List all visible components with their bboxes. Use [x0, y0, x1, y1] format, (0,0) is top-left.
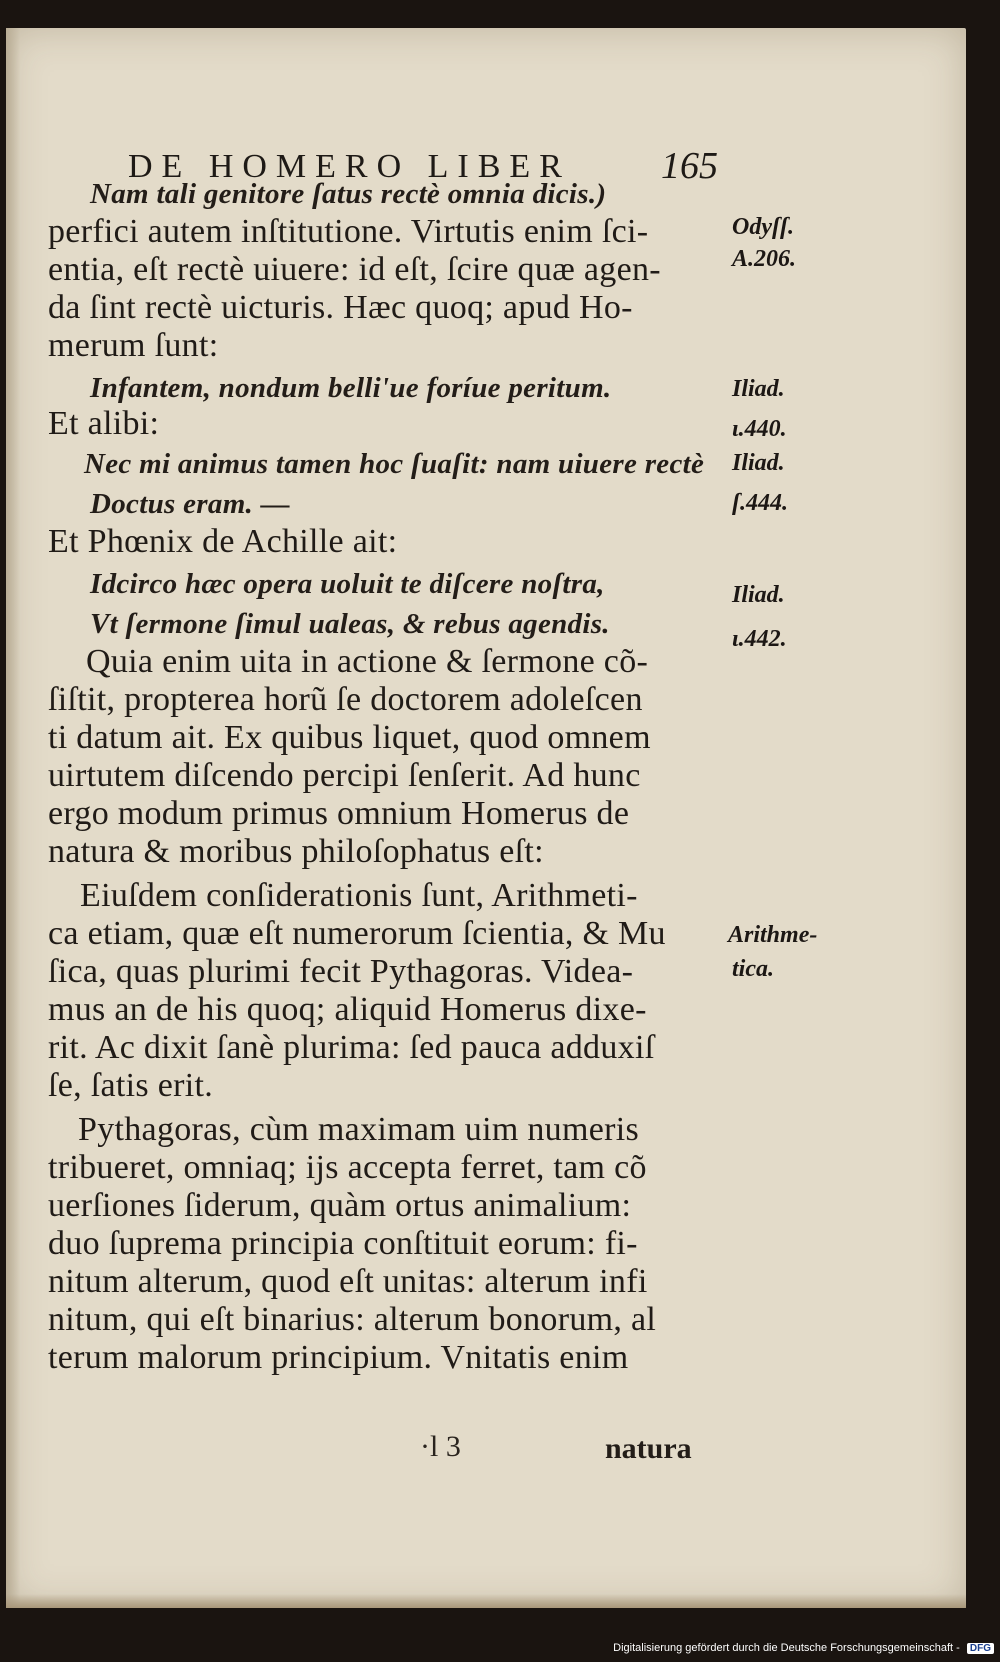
margin-note: A.206.	[732, 246, 797, 272]
text-line: ſiſtit, propterea horũ ſe doctorem adoleſcen	[48, 681, 643, 718]
text-line: rit. Ac dixit ſanè plurima: ſed pauca adduxiſ	[48, 1029, 655, 1066]
text-line: tribueret, omniaq; ijs accepta ferret, tam cõ	[48, 1149, 647, 1186]
margin-note: Iliad.	[732, 450, 785, 476]
margin-note: ι.442.	[732, 626, 787, 652]
text-line: Pythagoras, cùm maximam uim numeris	[78, 1111, 640, 1148]
verse-line: Infantem, nondum belli'ue foríue peritum.	[90, 372, 612, 404]
text-line: perfici autem inſtitutione. Virtutis enim ſci-	[48, 213, 649, 250]
text-line: entia, eſt rectè uiuere: id eſt, ſcire quæ agen-	[48, 251, 661, 288]
text-line: natura & moribus philoſophatus eſt:	[48, 833, 544, 870]
margin-note: ι.440.	[732, 416, 787, 442]
text-line: nitum, qui eſt binarius: alterum bonorum, al	[48, 1301, 657, 1338]
text-line: uirtutem diſcendo percipi ſenſerit. Ad hunc	[48, 757, 641, 794]
text-line: duo ſuprema principia conſtituit eorum: fi-	[48, 1225, 638, 1262]
text-line: ergo modum primus omnium Homerus de	[48, 795, 630, 832]
margin-note: Arithme-	[728, 922, 818, 948]
text-line: ca etiam, quæ eſt numerorum ſcientia, & Mu	[48, 915, 666, 952]
text-line: nitum alterum, quod eſt unitas: alterum infi	[48, 1263, 648, 1300]
credit-text: Digitalisierung gefördert durch die Deutsche Forschungsgemeinschaft -	[613, 1642, 960, 1654]
text-line: terum malorum principium. Vnitatis enim	[48, 1339, 629, 1376]
text-line: ſe, ſatis erit.	[48, 1067, 214, 1104]
catchword: natura	[605, 1432, 692, 1465]
text-line: Et Phœnix de Achille ait:	[48, 523, 398, 560]
margin-note: tica.	[732, 956, 774, 982]
page-gutter-shadow	[6, 28, 20, 1608]
margin-note: Odyſſ.	[732, 214, 794, 240]
page-number: 165	[661, 145, 718, 187]
text-line: Et alibi:	[48, 405, 160, 442]
text-line: ti datum ait. Ex quibus liquet, quod omnem	[48, 719, 651, 756]
text-line: ſica, quas plurimi fecit Pythagoras. Videa-	[48, 953, 634, 990]
verse-line: Idcirco hæc opera uoluit te diſcere noſtra,	[90, 568, 605, 600]
text-line: merum ſunt:	[48, 327, 219, 364]
text-line: uerſiones ſiderum, quàm ortus animalium:	[48, 1187, 632, 1224]
text-line: da ſint rectè uicturis. Hæc quoq; apud Ho-	[48, 289, 633, 326]
margin-note: Iliad.	[732, 582, 785, 608]
page-bottom-shadow	[6, 1594, 966, 1608]
digitization-credit	[613, 1642, 994, 1654]
verse-line: Vt ſermone ſimul ualeas, & rebus agendis.	[90, 608, 610, 640]
text-line: mus an de his quoq; aliquid Homerus dixe-	[48, 991, 647, 1028]
verse-line: Nam tali genitore ſatus rectè omnia dicis.)	[90, 178, 607, 210]
margin-note: Iliad.	[732, 376, 785, 402]
signature-mark: ·l 3	[420, 1430, 461, 1463]
text-line: Quia enim uita in actione & ſermone cõ-	[86, 643, 649, 680]
running-title: DE HOMERO LIBER	[128, 148, 571, 185]
dfg-logo: DFG	[967, 1643, 994, 1654]
verse-line: Nec mi animus tamen hoc ſuaſit: nam uiuere rectè	[84, 448, 705, 480]
margin-note: ſ.444.	[732, 490, 788, 516]
verse-line: Doctus eram. —	[90, 488, 290, 520]
text-line: Eiuſdem conſiderationis ſunt, Arithmeti-	[80, 877, 638, 914]
